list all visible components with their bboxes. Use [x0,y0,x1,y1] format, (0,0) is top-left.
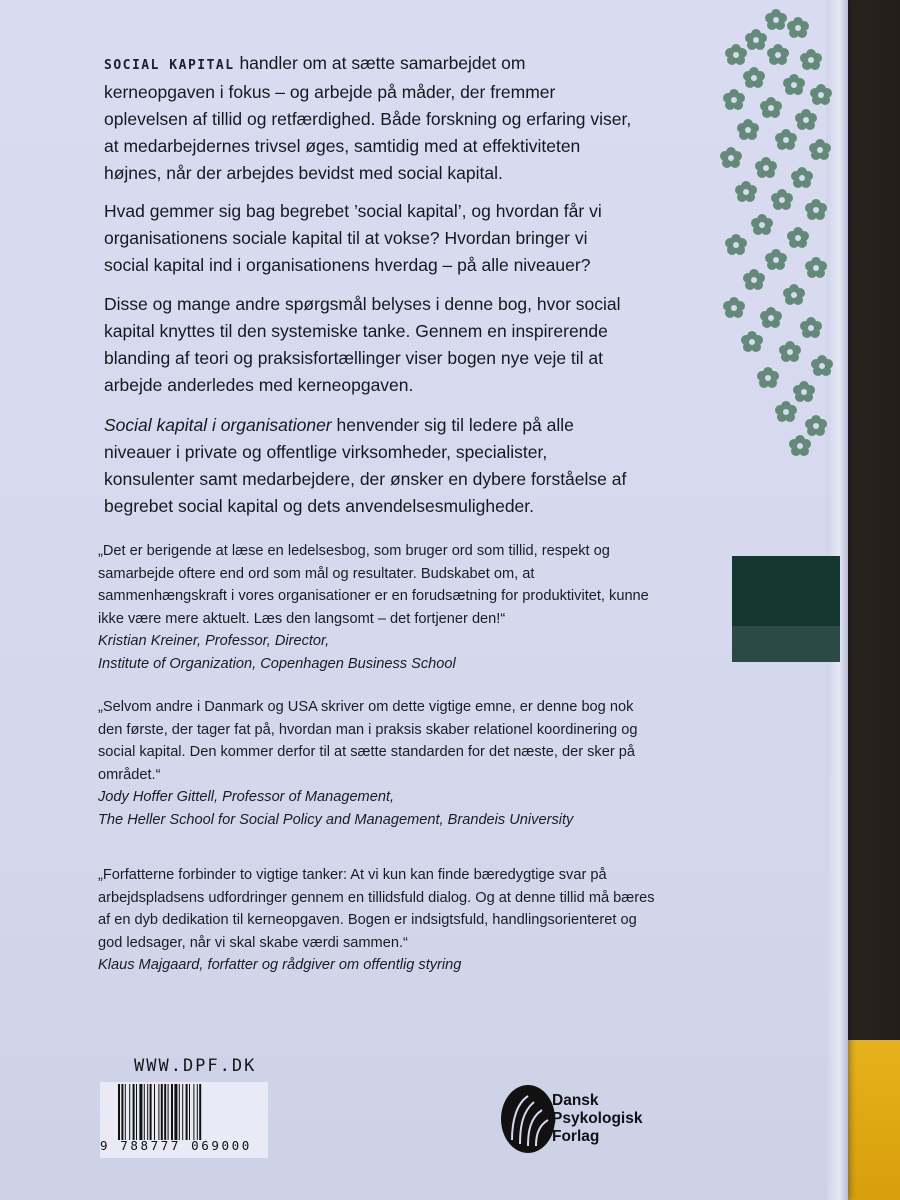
publisher-line-1: Dansk [552,1092,599,1109]
isbn-barcode [118,1084,264,1140]
quote-1-text: „Det er berigende at læse en ledelsesbog, som bruger ord som tillid, respekt og samarbejde oftere end ord som mål og resultater. Budskabet om, at sammenhængskraft i vores organisationer er en forudsætning for produktivitet, kunne ikke være mere aktuelt. Læs den langsomt – det fortjener den!“ [98,543,649,627]
publisher-logo-icon [498,1082,558,1156]
mid-green-stripe [732,626,840,662]
book-title-italic: Social kapital i organisationer [104,415,332,435]
paragraph-systemic: Disse og mange andre spørgsmål belyses i denne bog, hvor social kapital knyttes til den systemiske tanke. Gennem en inspirerende blanding af teori og praksisfortællinger viser bogen nye veje til at arbejde anderledes med kerneopgaven. [104,294,621,395]
quote-3-text: „Forfatterne forbinder to vigtige tanker: At vi kun kan finde bæredygtige svar på arbejdspladsens udfordringer gennem en tillidsfuld dialog. Og at denne tillid må bæres af en dyb dedikation til kerneopgaven. Bogen er indsigtsfuld, handlingsorienteret og god ledsager, når vi skal skabe værdi sammen.“ [98,867,655,951]
paragraph-questions: Hvad gemmer sig bag begrebet ’social kapital’, og hvordan får vi organisationens sociale kapital til at vokse? Hvordan bringer vi social kapital ind i organisationens hverdag – på alle niveauer? [104,201,602,275]
quote-2-text: „Selvom andre i Danmark og USA skriver om dette vigtige emne, er denne bog nok den første, der tager fat på, hvordan man i praksis skaber relationel koordinering og social kapital. Den kommer derfor til at sætte standarden for det næste, der sker på området.“ [98,699,638,783]
quote-2-author: Jody Hoffer Gittell, Professor of Management, [98,789,395,805]
quote-3-author: Klaus Majgaard, forfatter og rådgiver om offentlig styring [98,957,462,973]
intro-lead: SOCIAL KAPITAL [104,58,235,73]
floral-pattern-graphic [716,0,836,470]
quote-1-affiliation: Institute of Organization, Copenhagen Business School [98,655,456,672]
quote-1-author: Kristian Kreiner, Professor, Director, [98,633,330,649]
isbn-number: 9 788777 069000 [100,1138,252,1153]
quote-2-affiliation: The Heller School for Social Policy and Management, Brandeis University [98,811,574,828]
dark-green-stripe [732,556,840,626]
intro-text: handler om at sætte samarbejdet om kerneopgaven i fokus – og arbejde på måder, der fremmer oplevelsen af tillid og retfærdighed. Både forskning og erfaring viser, at medarbejdernes trivsel øges, samtidig med at effektiviteten højnes, når der arbejdes bevidst med social kapital. [104,53,632,183]
paragraph-audience [104,412,634,520]
yellow-object [840,1040,900,1200]
audience-text: henvender sig til ledere på alle niveauer i private og offentlige virksomheder, specialister, konsulenter samt medarbejdere, der ønsker en dybere forståelse af begrebet social kapital og dets anvendelsesmuligheder. [104,415,627,516]
publisher-line-2: Psykologisk [552,1110,643,1127]
quote-2 [98,696,658,831]
website-url: WWW.DPF.DK [134,1056,257,1076]
intro-paragraph [104,50,634,187]
publisher-name [552,1092,642,1146]
quote-1 [98,540,658,675]
publisher-line-3: Forlag [552,1128,600,1145]
quote-3 [98,864,658,977]
